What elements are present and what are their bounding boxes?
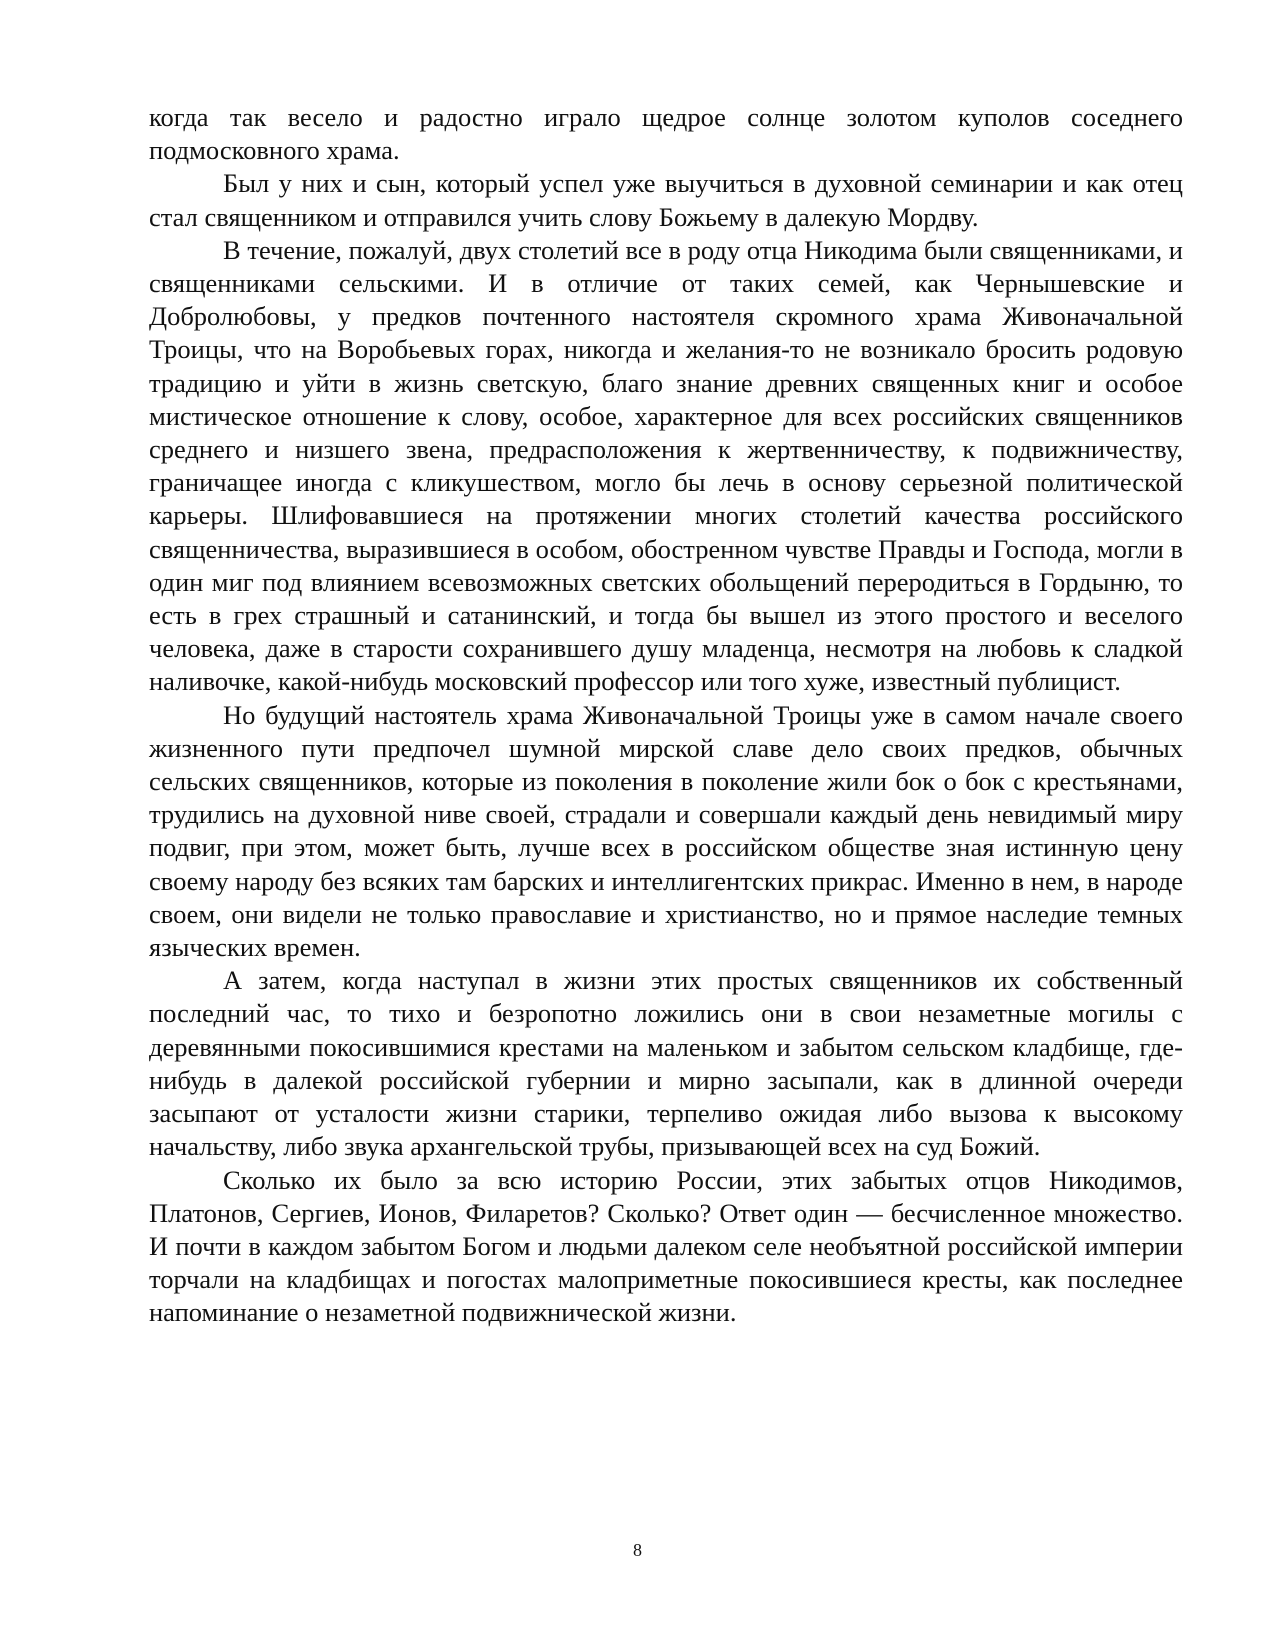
- paragraph-3: В течение, пожалуй, двух столетий все в роду отца Никодима были священниками, и священниками сельскими. И в отличие от таких семей, как Чернышевские и Добролюбовы, у предков почтенного настоятеля скромного храма Живоначальной Троицы, что на Воробьевых горах, никогда и желания-то не возникало бросить родовую традицию и уйти в жизнь светскую, благо знание древних священных книг и особое мистическое отношение к слову, особое, характерное для всех российских священников среднего и низшего звена, предрасположения к жертвенничеству, к подвижничеству, граничащее иногда с кликушеством, могло бы лечь в основу серьезной политической карьеры. Шлифовавшиеся на протяжении многих столетий качества российского священничества, выразившиеся в особом, обостренном чувстве Правды и Господа, могли в один миг под влиянием всевозможных светских обольщений переродиться в Гордыню, то есть в грех страшный и сатанинский, и тогда бы вышел из этого простого и веселого человека, даже в старости сохранившего душу младенца, несмотря на любовь к сладкой наливочке, какой-нибудь московский профессор или того хуже, известный публицист.: [149, 234, 1183, 697]
- paragraph-6: Сколько их было за всю историю России, этих забытых отцов Никодимов, Платонов, Сергиев, Ионов, Филаретов? Сколько? Ответ один — бесчисленное множество. И почти в каждом забытом Богом и людьми далеком селе необъятной российской империи торчали на кладбищах и погостах малоприметные покосившиеся кресты, как последнее напоминание о незаметной подвижнической жизни.: [149, 1164, 1183, 1328]
- paragraph-1: когда так весело и радостно играло щедрое солнце золотом куполов соседнего подмосковного храма.: [149, 102, 1183, 166]
- paragraph-5: А затем, когда наступал в жизни этих простых священников их собственный последний час, то тихо и безропотно ложились они в свои незаметные могилы с деревянными покосившимися крестами на маленьком и забытом сельском кладбище, где-нибудь в далекой российской губернии и мирно засыпали, как в длинной очереди засыпают от усталости жизни старики, терпеливо ожидая либо вызова к высокому начальству, либо звука архангельской трубы, призывающей всех на суд Божий.: [149, 965, 1183, 1162]
- page-number: 8: [633, 1540, 642, 1560]
- body-text: [149, 101, 1183, 1330]
- paragraph-4: Но будущий настоятель храма Живоначальной Троицы уже в самом начале своего жизненного пути предпочел шумной мирской славе дело своих предков, обычных сельских священников, которые из поколения в поколение жили бок о бок с крестьянами, трудились на духовной ниве своей, страдали и совершали каждый день невидимый миру подвиг, при этом, может быть, лучше всех в российском обществе зная истинную цену своему народу без всяких там барских и интеллигентских прикрас. Именно в нем, в народе своем, они видели не только православие и христианство, но и прямое наследие темных языческих времен.: [149, 699, 1183, 963]
- paragraph-2: Был у них и сын, который успел уже выучиться в духовной семинарии и как отец стал священником и отправился учить слову Божьему в далекую Мордву.: [149, 168, 1183, 232]
